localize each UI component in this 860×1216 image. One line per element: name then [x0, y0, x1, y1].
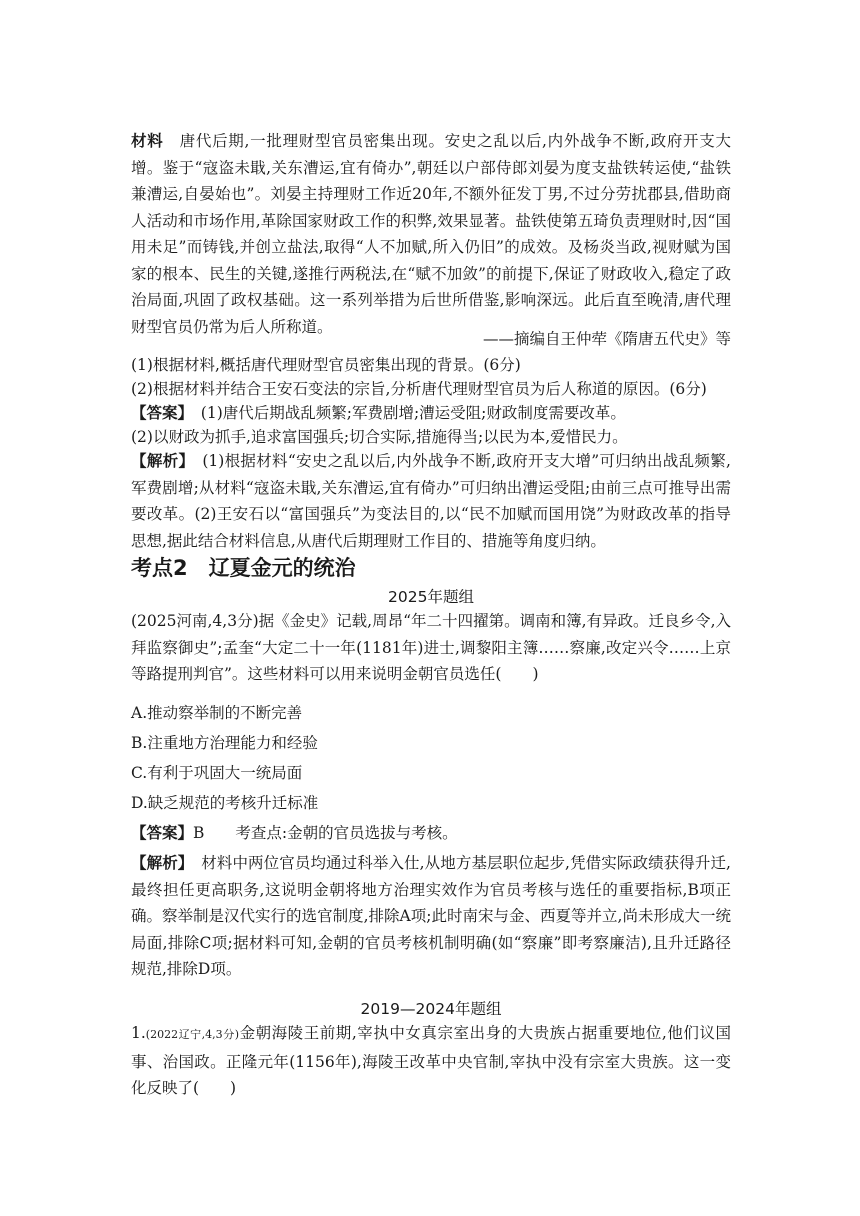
group-title-2025: 2025年题组: [388, 588, 474, 606]
question-text: 金朝海陵王前期,宰执中女真宗室出身的大贵族占据重要地位,他们议国事、治国政。正隆元年(1156年),海陵王改革中央官制,宰执中没有宗室大贵族。这一变化反映了( ): [131, 1024, 731, 1097]
material-label: 材料: [131, 131, 164, 150]
question-2025: (2025河南,4,3分)据《金史》记载,周昂“年二十四擢第。调南和簿,有异政。迁良乡令,入拜监察御史”;孟奎“大定二十一年(1181年)进士,调黎阳主簿……察廉,改定兴令……上京等路提刑判官”。这些材料可以用来说明金朝官员选任( ): [131, 612, 731, 683]
question-2022: [131, 1020, 731, 1102]
answer-2025-text: B 考查点:金朝的官员选拔与考核。: [193, 824, 458, 842]
analysis-2025: [131, 850, 731, 983]
question-number: 1.: [131, 1024, 146, 1042]
question-1: (1)根据材料,概括唐代理财型官员密集出现的背景。(6分): [131, 356, 521, 374]
analysis-2025-text: 材料中两位官员均通过科举入仕,从地方基层职位起步,凭借实际政绩获得升迁,最终担任更高职务,这说明金朝将地方治理实效作为官员考核与选任的重要指标,B项正确。察举制是汉代实行的选官制度,排除A项;此时南宋与金、西夏等并立,尚未形成大一统局面,排除C项;据材料可知,金朝的官员考核机制明确(如“察廉”即考察廉洁),且升迁路径规范,排除D项。: [131, 854, 731, 978]
analysis-label: 【解析】: [131, 451, 187, 470]
section-title: 考点2 辽夏金元的统治: [131, 556, 356, 580]
answer-1-part2: (2)以财政为抓手,追求富国强兵;切合实际,措施得当;以民为本,爱惜民力。: [131, 428, 628, 446]
analysis-1: [131, 448, 731, 554]
option-b: B.注重地方治理能力和经验: [131, 734, 318, 752]
answer-label: 【答案】: [131, 403, 186, 422]
option-a: A.推动察举制的不断完善: [131, 704, 303, 722]
group-title-2019-2024: 2019—2024年题组: [360, 1000, 502, 1018]
material-source: ——摘编自王仲荦《隋唐五代史》等: [482, 330, 731, 348]
answer-2025-label: 【答案】: [131, 823, 194, 842]
analysis-2025-label: 【解析】: [131, 853, 186, 872]
option-d: D.缺乏规范的考核升迁标准: [131, 794, 319, 812]
answer-1-line1: [131, 400, 731, 426]
question-2: (2)根据材料并结合王安石变法的宗旨,分析唐代理财型官员为后人称道的原因。(6分): [131, 380, 707, 398]
answer-2025: [131, 820, 731, 846]
question-source: (2022辽宁,4,3分): [145, 1028, 240, 1041]
material-text: 唐代后期,一批理财型官员密集出现。安史之乱以后,内外战争不断,政府开支大增。鉴于“寇盗未戢,关东漕运,宜有倚办”,朝廷以户部侍郎刘晏为度支盐铁转运使,“盐铁兼漕运,自晏始也”。刘晏主持理财工作近20年,不额外征发丁男,不过分劳扰郡县,借助商人活动和市场作用,革除国家财政工作的积弊,效果显著。盐铁使第五琦负责理财时,因“国用未足”而铸钱,并创立盐法,取得“人不加赋,所入仍旧”的成效。及杨炎当政,视财赋为国家的根本、民生的关键,遂推行两税法,在“赋不加敛”的前提下,保证了财政收入,稳定了政治局面,巩固了政权基础。这一系列举措为后世所借鉴,影响深远。此后直至晚清,唐代理财型官员仍常为后人所称道。: [131, 132, 731, 336]
option-c: C.有利于巩固大一统局面: [131, 764, 303, 782]
analysis-1-text: (1)根据材料“安史之乱以后,内外战争不断,政府开支大增”可归纳出战乱频繁,军费剧增;从材料“寇盗未戢,关东漕运,宜有倚办”可归纳出漕运受阻;由前三点可推导出需要改革。(2)王安石以“富国强兵”为变法目的,以“民不加赋而国用饶”为财政改革的指导思想,据此结合材料信息,从唐代后期理财工作目的、措施等角度归纳。: [131, 452, 731, 550]
material-paragraph: [131, 128, 731, 340]
answer-1-part1: (1)唐代后期战乱频繁;军费剧增;漕运受阻;财政制度需要改革。: [200, 404, 626, 422]
